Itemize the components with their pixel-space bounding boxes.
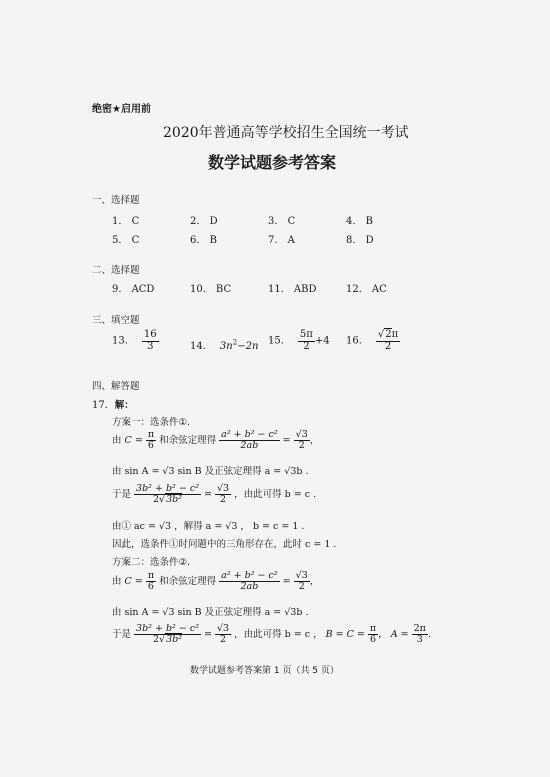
confidentiality-mark: 绝密★启用前 [92,104,151,115]
question-17-label: 17．解： [92,400,134,411]
solution-line-7: 由 sin A = √3 sin B 及正弦定理得 a = √3b . [112,607,309,618]
answer-item: 11． ABD [268,284,317,295]
solution-line-3: 于是 $\frac{\text{3b² + b² − c²}}{\text{2√3b²}}$ = $\frac{√3}{2}$ ，由此可得 b = c . [112,483,317,505]
answer-item: 10． BC [190,284,232,295]
solution-line-8: 于是 $\frac{\text{3b² + b² − c²}}{\text{2√3b²}}$ = $\frac{√3}{2}$ ，由此可得 b = c ， B = C = $\frac{\pi}{6}$ ， A = $\frac{2\pi}{3}$ . [112,623,431,645]
plan-2-heading: 方案二：选条件②. [112,557,191,568]
section-2-title: 二、选择题 [92,265,140,276]
answer-item: 4． B [346,216,373,227]
solution-line-6: 由 C = $\frac{\pi}{6}$ 和余弦定理得 $\frac{\text{a² + b² − c²}}{2ab}$ = $\frac{√3}{2}$ ， [112,570,320,592]
plan-1-heading: 方案一：选条件①. [112,417,191,428]
fill-answer-14: 14． $3n^2-2n$ [190,338,259,352]
solution-line-1: 由 C = $\frac{\pi}{6}$ 和余弦定理得 $\frac{\text{a² + b² − c²}}{2ab}$ = $\frac{√3}{2}$ ， [112,429,320,451]
fill-answer-16: 16． $\frac{√2\pi}{2}$ [346,329,399,352]
section-4-title: 四、解答题 [92,381,140,392]
answer-item: 9． ACD [112,284,155,295]
exam-title: 2020年普通高等学校招生全国统一考试 [163,125,409,141]
answer-item: 8． D [346,235,374,246]
section-3-title: 三、填空题 [92,315,140,326]
solution-line-2: 由 sin A = √3 sin B 及正弦定理得 a = √3b . [112,466,309,477]
fill-answer-15: 15． $\frac{5\pi}{2}$ +4 [268,329,330,352]
solution-line-4: 由① ac = √3 ，解得 a = √3 ， b = c = 1 . [112,521,305,532]
page-footer: 数学试题参考答案第 1 页（共 5 页） [190,666,339,676]
answer-item: 1． C [112,216,140,227]
answer-item: 5． C [112,235,140,246]
answer-item: 12． AC [346,284,387,295]
solution-line-5: 因此，选条件①时问题中的三角形存在，此时 c = 1 . [112,539,337,550]
answer-item: 2． D [190,216,218,227]
fill-answer-13: 13． $\frac{16}{3}$ [112,329,157,352]
section-1-title: 一、选择题 [92,195,140,206]
answer-item: 3． C [268,216,296,227]
document-title: 数学试题参考答案 [208,153,337,172]
answer-item: 7． A [268,235,295,246]
answer-item: 6． B [190,235,217,246]
